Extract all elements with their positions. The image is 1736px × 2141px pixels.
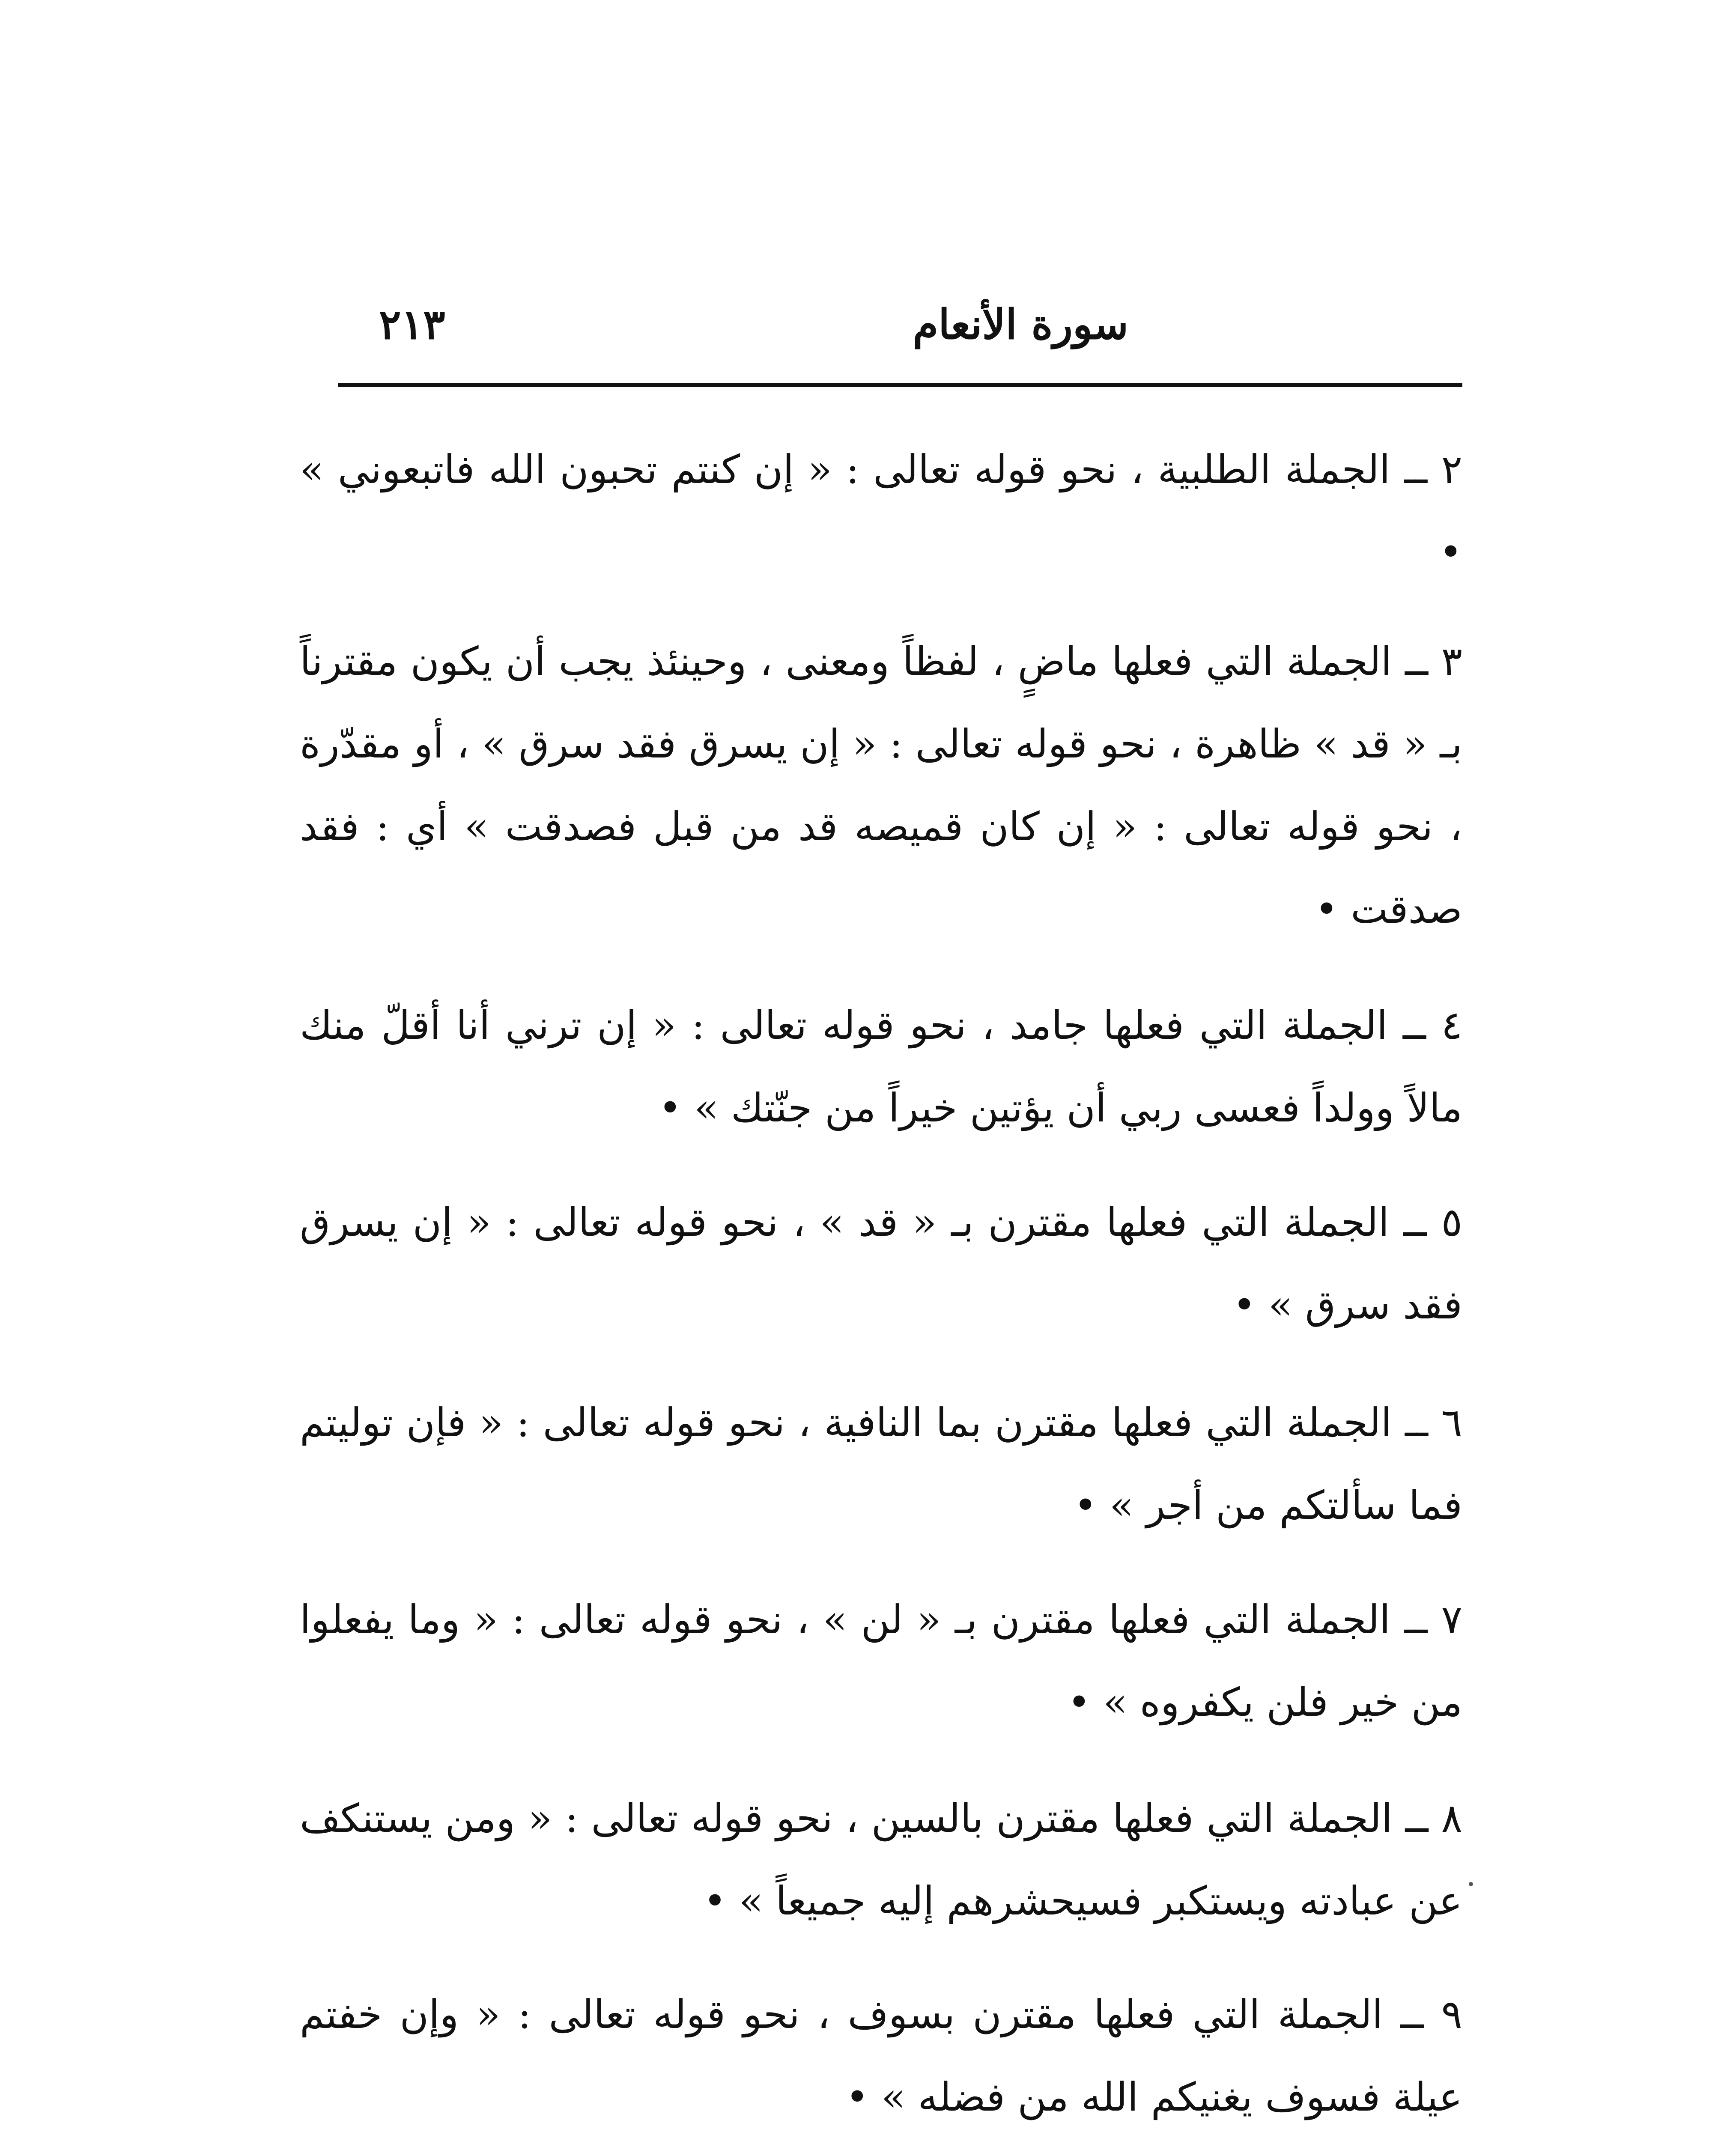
scan-speck — [1469, 1882, 1473, 1886]
paragraph-7: ٧ ــ الجملة التي فعلها مقترن بـ « لن » ، نحو قوله تعالى : « وما يفعلوا من خير فلن يكفروه » • — [300, 1597, 1462, 1725]
header-divider — [338, 383, 1462, 387]
paragraph-5: ٥ ــ الجملة التي فعلها مقترن بـ « قد » ، نحو قوله تعالى : « إن يسرق فقد سرق » • — [300, 1199, 1462, 1328]
paragraph-3: ٣ ــ الجملة التي فعلها ماضٍ ، لفظاً ومعنى ، وحينئذ يجب أن يكون مقترناً بـ « قد » ظاهرة ، نحو قوله تعالى : « إن يسرق فقد سرق » ، أو مقدّرة ، نحو قوله تعالى : « إن كان قميصه قد من قبل فصدقت » أي : فقد صدقت • — [300, 638, 1462, 932]
body-text — [300, 428, 1462, 2141]
paragraph-4: ٤ ــ الجملة التي فعلها جامد ، نحو قوله تعالى : « إن ترني أنا أقلّ منك مالاً وولداً فعسى ربي أن يؤتين خيراً من جنّتك » • — [300, 1002, 1462, 1131]
paragraph-2: ٢ ــ الجملة الطلبية ، نحو قوله تعالى : « إن كنتم تحبون الله فاتبعوني » • — [300, 447, 1462, 575]
paragraph-6: ٦ ــ الجملة التي فعلها مقترن بما النافية ، نحو قوله تعالى : « فإن توليتم فما سألتكم من أجر » • — [300, 1400, 1462, 1528]
paragraph-9: ٩ ــ الجملة التي فعلها مقترن بسوف ، نحو قوله تعالى : « وإن خفتم عيلة فسوف يغنيكم الله من فضله » • — [300, 1992, 1462, 2120]
header-title: سورة الأنعام — [913, 300, 1128, 349]
paragraph-8: ٨ ــ الجملة التي فعلها مقترن بالسين ، نحو قوله تعالى : « ومن يستنكف عن عبادته ويستكبر فسيحشرهم إليه جميعاً » • — [300, 1795, 1462, 1924]
page-number: ٢١٣ — [379, 300, 445, 349]
running-header — [338, 291, 1462, 364]
